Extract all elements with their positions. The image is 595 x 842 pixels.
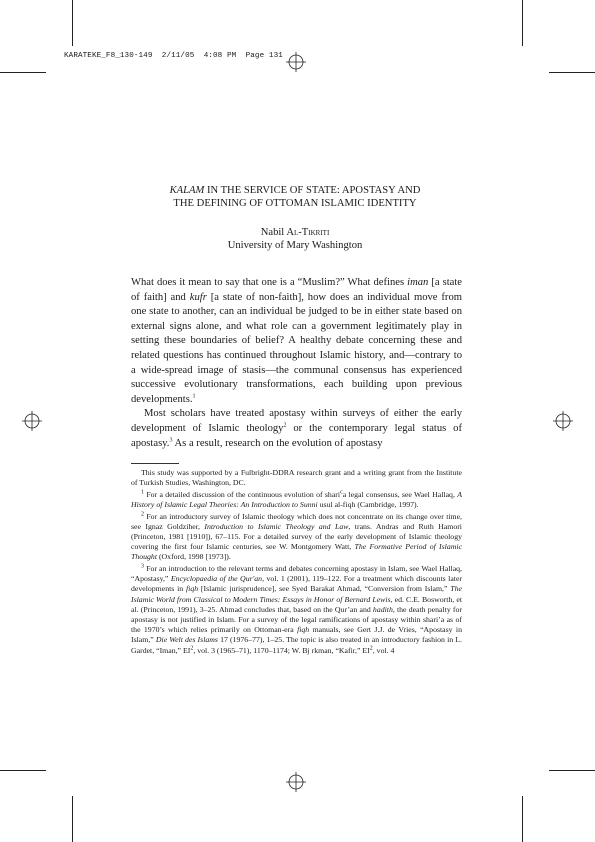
article-title bbox=[130, 184, 460, 210]
registration-mark-right-icon bbox=[553, 411, 573, 431]
paragraph-2: Most scholars have treated apostasy within surveys of either the early development of Islamic theology$^2$ or the contemporary legal status of apostasy.$^3$ As a result, research on the evolution of apostasy bbox=[131, 408, 462, 449]
registration-mark-bottom-icon bbox=[286, 772, 306, 792]
crop-mark-top-right-v bbox=[522, 0, 523, 46]
title-line-2: THE DEFINING OF OTTOMAN ISLAMIC IDENTITY bbox=[173, 198, 417, 209]
registration-mark-left-icon bbox=[22, 411, 42, 431]
crop-mark-bottom-right-h bbox=[549, 770, 595, 771]
crop-mark-top-left-v bbox=[72, 0, 73, 46]
footnote-ref-2[interactable]: 2 bbox=[283, 422, 287, 429]
author-affiliation: University of Mary Washington bbox=[227, 240, 363, 251]
crop-mark-top-right-h bbox=[549, 72, 595, 73]
footnote-1: $^1$ For a detailed discussion of the continuous evolution of shari$^c$a legal consensus, see Wael Hallaq, A History of Islamic Legal Theories: An Introduction to Sunni usul al-fiqh (Cambridge, 1997). bbox=[131, 489, 462, 509]
printer-slug: KARATEKE_F8_130-149 2/11/05 4:08 PM Page 131 bbox=[64, 52, 283, 60]
registration-mark-top-icon bbox=[286, 52, 306, 72]
body-text bbox=[131, 276, 462, 451]
footnote-acknowledgement: This study was supported by a Fulbright-DDRA research grant and a writing grant from the Institute of Turkish Studies, Washington, DC. bbox=[131, 468, 462, 488]
footnote-rule bbox=[131, 463, 179, 464]
author-block bbox=[130, 226, 460, 252]
footnote-ref-3[interactable]: 3 bbox=[169, 437, 173, 443]
author-name: Nabil Al-Tikriti bbox=[260, 227, 330, 238]
title-line-1-rest: IN THE SERVICE OF STATE: APOSTASY AND bbox=[204, 185, 421, 196]
paragraph-1: What does it mean to say that one is a “Muslim?” What defines iman [a state of faith] and kufr [a state of non-faith], how does an individual move from one state to another, can an individual be judged to be in either state based on external signs alone, and what role can a government legitimately play in setting these boundaries of belief? A healthy debate concerning these and related questions has continued throughout Islamic history, and—contrary to a wide-spread image of stasis—the communal consensus has experienced successive evolutionary transformations, each building upon previous developments.$^1$ bbox=[131, 277, 462, 405]
crop-mark-bottom-right-v bbox=[522, 796, 523, 842]
crop-mark-bottom-left-v bbox=[72, 796, 73, 842]
crop-mark-bottom-left-h bbox=[0, 770, 46, 771]
footnote-ref-1[interactable]: 1 bbox=[192, 393, 196, 400]
footnote-3: $^3$ For an introduction to the relevant terms and debates concerning apostasy in Islam, see Wael Hallaq, “Apostasy,” Encyclopaedia of the Qur'an, vol. 1 (2001), 119–122. For a treatment which discounts later developments in fiqh [Islamic jurisprudence], see Syed Barakat Ahmad, “Conversion from Islam,” The Islamic World from Classical to Modern Times: Essays in Honor of Bernard Lewis, ed. C.E. Bosworth, et al. (Princeton, 1991), 3–25. Ahmad concludes that, based on the Qur’an and hadith, the death penalty for apostasy is not justified in Islam. For a survey of the legal ramifications of apostasy within shari’a as of the 1970’s which relies primarily on Ottoman-era fiqh manuals, see Gert J.J. de Vries, “Apostasy in Islam,” Die Welt des Islams 17 (1976–77), 1–25. The topic is also treated in an introductory fashion in L. Gardet, “Iman,” $EI^2$, vol. 3 (1965–71), 1170–1174; W. Bj rkman, “Kafir,” $EI^2$, vol. 4 bbox=[131, 563, 463, 655]
footnote-2: $^2$ For an introductory survey of Islamic theology which does not concentrate on its change over time, see Ignaz Goldziher, Introduction to Islamic Theology and Law, trans. Andras and Ruth Hamori (Princeton, 1981 [1910]), 67–115. For a detailed survey of the early development of Islamic theology covering the first four Islamic centuries, see W. Montgomery Watt, The Formative Period of Islamic Thought (Oxford, 1998 [1973]). bbox=[131, 511, 462, 562]
title-kalam: KALAM bbox=[169, 185, 205, 196]
crop-mark-top-left-h bbox=[0, 72, 46, 73]
title-line-1 bbox=[130, 184, 460, 197]
footnotes bbox=[131, 468, 462, 656]
